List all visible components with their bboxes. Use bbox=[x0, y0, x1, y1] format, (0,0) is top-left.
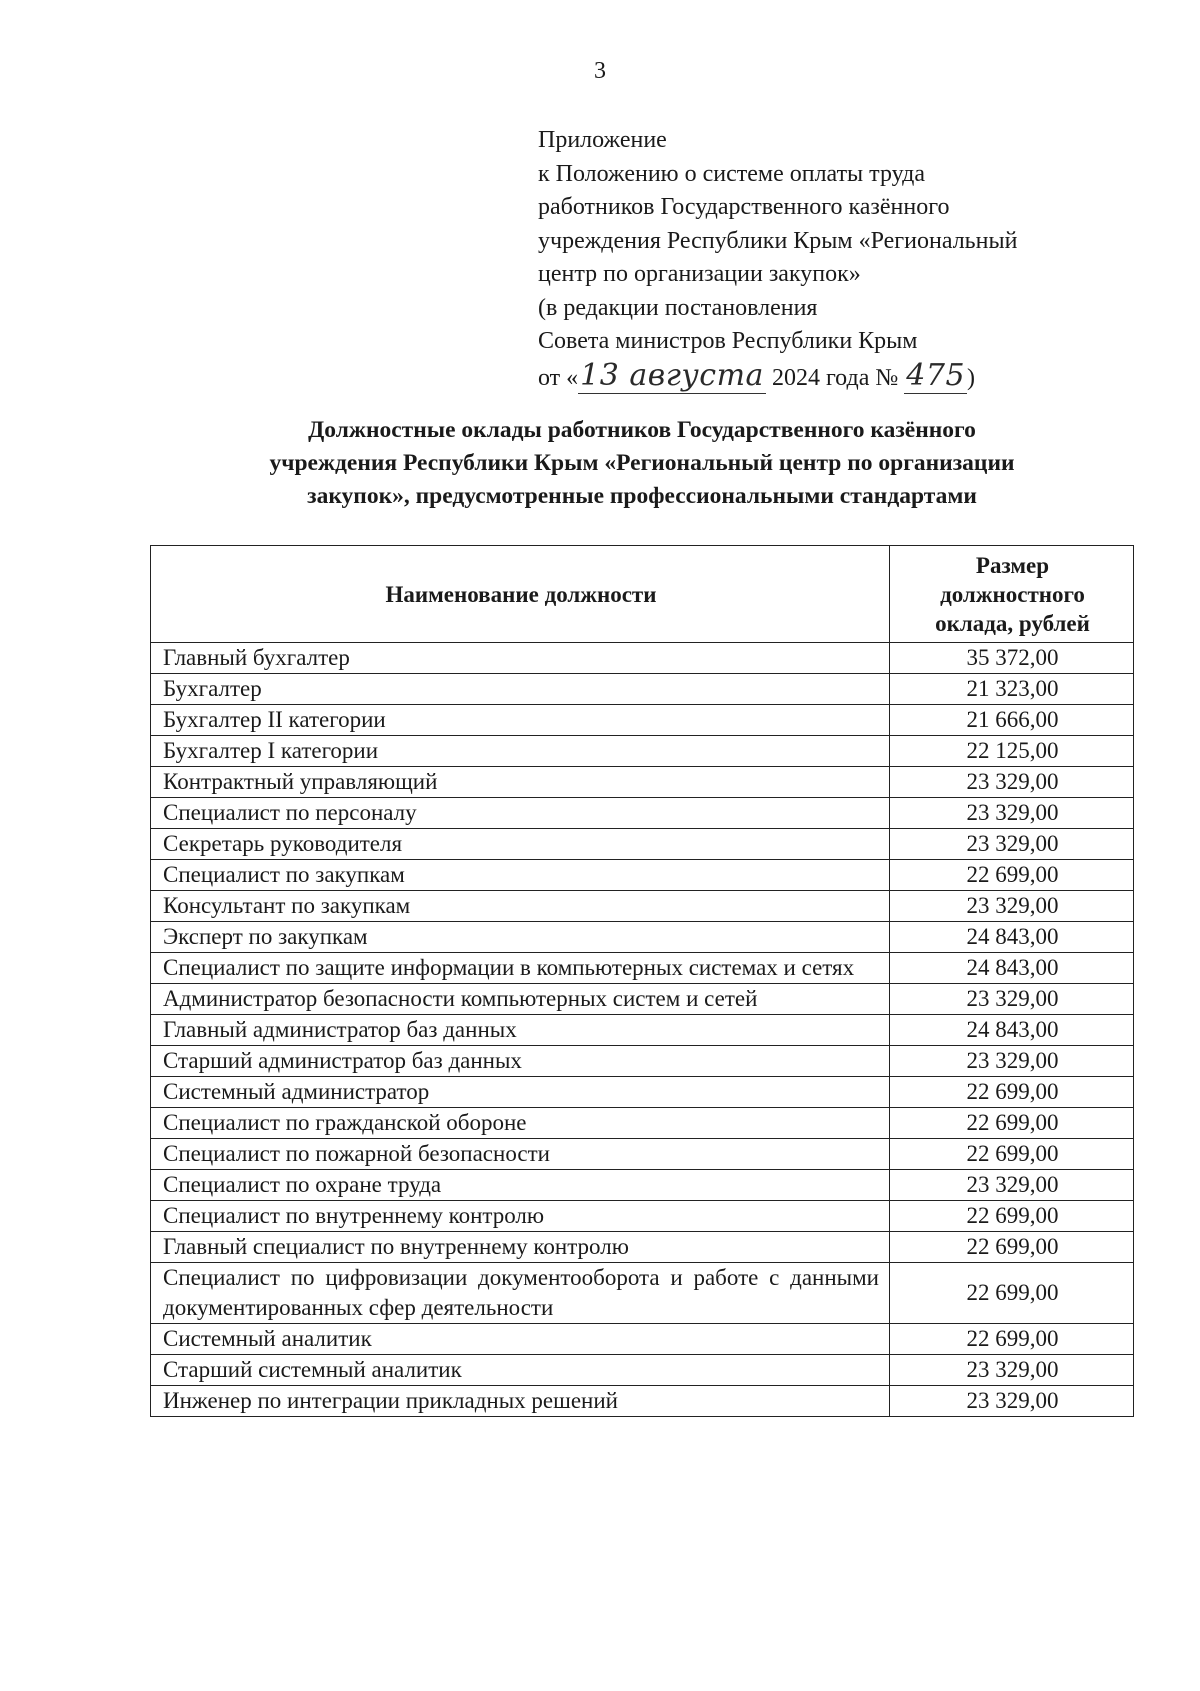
position-cell: Консультант по закупкам bbox=[151, 891, 890, 922]
header-salary bbox=[890, 546, 1134, 643]
table-row bbox=[151, 1015, 1134, 1046]
position-cell: Бухгалтер bbox=[151, 674, 890, 705]
salary-table bbox=[150, 545, 1134, 1417]
header-position: Наименование должности bbox=[151, 546, 890, 643]
appendix-line: Приложение bbox=[538, 127, 667, 153]
position-cell: Системный администратор bbox=[151, 1077, 890, 1108]
position-cell: Специалист по гражданской обороне bbox=[151, 1108, 890, 1139]
salary-cell: 22 699,00 bbox=[890, 1232, 1134, 1263]
header-salary-line: должностного bbox=[940, 581, 1085, 607]
table-row bbox=[151, 860, 1134, 891]
salary-cell: 22 699,00 bbox=[890, 1201, 1134, 1232]
table-row bbox=[151, 643, 1134, 674]
title-line: учреждения Республики Крым «Региональный центр по организации bbox=[269, 450, 1015, 476]
salary-cell: 22 699,00 bbox=[890, 1108, 1134, 1139]
salary-cell: 35 372,00 bbox=[890, 643, 1134, 674]
salary-cell: 23 329,00 bbox=[890, 1170, 1134, 1201]
header-salary-line: Размер bbox=[975, 552, 1050, 578]
header-salary-line: оклада, рублей bbox=[935, 610, 1090, 636]
salary-cell: 23 329,00 bbox=[890, 1046, 1134, 1077]
position-cell: Главный бухгалтер bbox=[151, 643, 890, 674]
salary-cell: 23 329,00 bbox=[890, 1355, 1134, 1386]
table-row bbox=[151, 736, 1134, 767]
document-title bbox=[150, 414, 1134, 513]
table-row bbox=[151, 1263, 1134, 1324]
position-cell: Специалист по пожарной безопасности bbox=[151, 1139, 890, 1170]
position-cell: Контрактный управляющий bbox=[151, 767, 890, 798]
salary-cell: 22 699,00 bbox=[890, 1263, 1134, 1324]
date-suffix: ) bbox=[967, 364, 976, 391]
appendix-line: учреждения Республики Крым «Региональный bbox=[538, 227, 1018, 254]
appendix-line: (в редакции постановления bbox=[538, 294, 818, 321]
table-row bbox=[151, 1355, 1134, 1386]
salary-cell: 21 666,00 bbox=[890, 705, 1134, 736]
date-prefix: от « bbox=[538, 364, 579, 391]
table-row bbox=[151, 1386, 1134, 1417]
table-row bbox=[151, 1139, 1134, 1170]
position-cell: Специалист по персоналу bbox=[151, 798, 890, 829]
position-cell: Системный аналитик bbox=[151, 1324, 890, 1355]
handwritten-date: 13 августа bbox=[580, 357, 764, 393]
position-cell: Специалист по охране труда bbox=[151, 1170, 890, 1201]
table-row bbox=[151, 1170, 1134, 1201]
table-header-row bbox=[151, 546, 1134, 643]
table-row bbox=[151, 922, 1134, 953]
appendix-line: центр по организации закупок» bbox=[538, 261, 861, 287]
salary-cell: 22 125,00 bbox=[890, 736, 1134, 767]
position-cell: Бухгалтер I категории bbox=[151, 736, 890, 767]
salary-cell: 23 329,00 bbox=[890, 1386, 1134, 1417]
position-cell: Главный администратор баз данных bbox=[151, 1015, 890, 1046]
salary-cell: 23 329,00 bbox=[890, 767, 1134, 798]
salary-cell: 23 329,00 bbox=[890, 891, 1134, 922]
position-cell: Инженер по интеграции прикладных решений bbox=[151, 1386, 890, 1417]
position-cell: Администратор безопасности компьютерных систем и сетей bbox=[151, 984, 890, 1015]
table-row bbox=[151, 1324, 1134, 1355]
position-cell: Главный специалист по внутреннему контролю bbox=[151, 1232, 890, 1263]
salary-cell: 23 329,00 bbox=[890, 798, 1134, 829]
title-line: закупок», предусмотренные профессиональными стандартами bbox=[307, 483, 977, 509]
position-cell: Специалист по цифровизации документооборота и работе с данными документированных сфер деятельности bbox=[151, 1263, 890, 1324]
salary-cell: 21 323,00 bbox=[890, 674, 1134, 705]
table-row bbox=[151, 953, 1134, 984]
position-cell: Эксперт по закупкам bbox=[151, 922, 890, 953]
appendix-line: к Положению о системе оплаты труда bbox=[538, 160, 925, 187]
salary-cell: 24 843,00 bbox=[890, 1015, 1134, 1046]
salary-cell: 23 329,00 bbox=[890, 984, 1134, 1015]
table-row bbox=[151, 798, 1134, 829]
table-row bbox=[151, 891, 1134, 922]
position-cell: Старший системный аналитик bbox=[151, 1355, 890, 1386]
title-line: Должностные оклады работников Государственного казённого bbox=[308, 417, 976, 443]
table-row bbox=[151, 767, 1134, 798]
salary-cell: 23 329,00 bbox=[890, 829, 1134, 860]
appendix-line: работников Государственного казённого bbox=[538, 194, 950, 220]
salary-cell: 22 699,00 bbox=[890, 860, 1134, 891]
position-cell: Специалист по внутреннему контролю bbox=[151, 1201, 890, 1232]
page-number: 3 bbox=[594, 58, 606, 84]
table-row bbox=[151, 674, 1134, 705]
table-row bbox=[151, 1201, 1134, 1232]
table-row bbox=[151, 1046, 1134, 1077]
table-row bbox=[151, 1077, 1134, 1108]
appendix-block bbox=[538, 124, 1138, 395]
position-cell: Специалист по защите информации в компьютерных системах и сетях bbox=[151, 953, 890, 984]
table-row bbox=[151, 829, 1134, 860]
date-year: 2024 года № bbox=[771, 364, 899, 391]
salary-cell: 22 699,00 bbox=[890, 1077, 1134, 1108]
salary-cell: 22 699,00 bbox=[890, 1139, 1134, 1170]
table-row bbox=[151, 1232, 1134, 1263]
appendix-line: Совета министров Республики Крым bbox=[538, 328, 918, 354]
table-row bbox=[151, 984, 1134, 1015]
salary-cell: 24 843,00 bbox=[890, 953, 1134, 984]
handwritten-number: 475 bbox=[906, 357, 966, 393]
position-cell: Секретарь руководителя bbox=[151, 829, 890, 860]
position-cell: Специалист по закупкам bbox=[151, 860, 890, 891]
resolution-date-line bbox=[538, 359, 1138, 396]
table-row bbox=[151, 705, 1134, 736]
salary-cell: 22 699,00 bbox=[890, 1324, 1134, 1355]
position-cell: Старший администратор баз данных bbox=[151, 1046, 890, 1077]
salary-cell: 24 843,00 bbox=[890, 922, 1134, 953]
table-row bbox=[151, 1108, 1134, 1139]
position-cell: Бухгалтер II категории bbox=[151, 705, 890, 736]
